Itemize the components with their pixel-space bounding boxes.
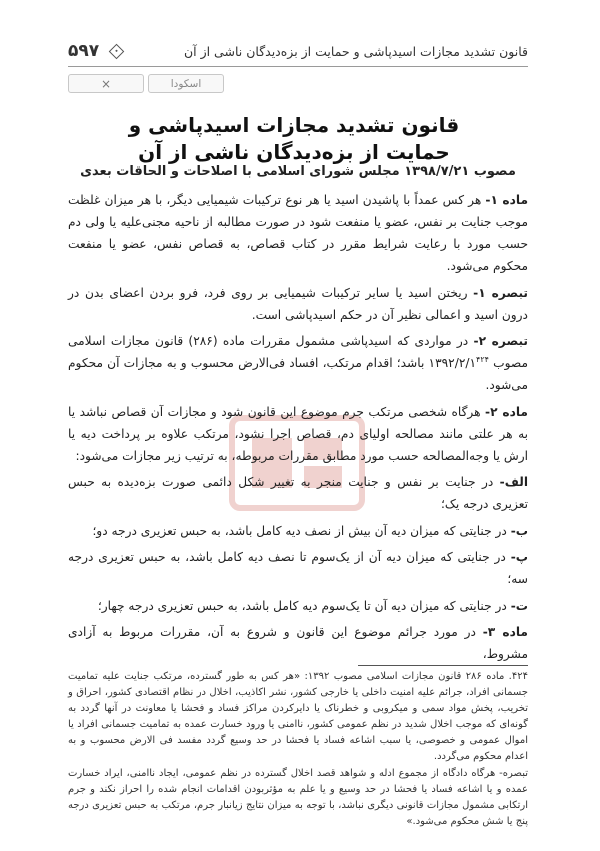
article-3: ماده ۳- در مورد جرائم موضوع این قانون و شروع به آن، مقررات مربوط به آزادی مشروط،: [68, 625, 528, 661]
header-page-info: [68, 41, 122, 61]
article-2: ماده ۲- هرگاه شخصی مرتکب جرم موضوع این قانون شود و مجازات آن قصاص نباشد یا به هر علتی مانند مصالحه اولیای دم، قصاص اجرا نشود، مرتکب علاوه بر پرداخت دیه یا ارش یا وجه‌المصالحه حسب مورد مطابق مقررات مربوطه، به ترتیب زیر مجازات می‌شود:: [68, 404, 528, 463]
diamond-ornament-icon: [109, 43, 125, 59]
toolbar: [68, 74, 224, 93]
footnote-note: تبصره- هرگاه دادگاه از مجموع ادله و شواهد قصد اخلال گسترده در نظم عمومی، ایجاد ناامنی، ایراد خسارت عمده و یا اشاعه فساد یا فحشا در حد وسیع و یا علم به مؤثربودن اقدامات انجام شده را احراز نکند و جرم ارتکابی مشمول مجازات قانونی دیگری نباشد، با توجه به میزان نتایج زیانبار جرم، مرتکب به حبس تعزیری درجه پنج یا شش محکوم می‌شود.»: [68, 767, 528, 827]
footnote: [68, 669, 528, 830]
close-button[interactable]: ×: [68, 74, 144, 93]
page-header: [68, 38, 528, 64]
footnote-reference: ۴۲۴: [476, 354, 489, 364]
document-body: [68, 189, 528, 670]
clause-pe: پ- در جنایتی که میزان دیه آن از یک‌سوم تا نصف دیه کامل باشد، به حبس تعزیری درجه سه؛: [68, 550, 528, 586]
document-title: [60, 112, 528, 166]
note-2: تبصره ۲- در مواردی که اسیدپاشی مشمول مقررات ماده (۲۸۶) قانون مجازات اسلامی مصوب $۱۳۹۲/۲/۱^{۴۲۴}$ باشد؛ اقدام مرتکب، افساد فی‌الارض محسوب و به مجازات آن محکوم می‌شود.: [68, 334, 528, 392]
running-title: قانون تشدید مجازات اسیدپاشی و حمایت از بزه‌دیدگان ناشی از آن: [183, 43, 528, 59]
footnote-divider: [358, 665, 528, 666]
document-subtitle: مصوب ۱۳۹۸/۷/۲۱ مجلس شورای اسلامی با اصلاحات و الحاقات بعدی: [80, 164, 516, 179]
footnote-424: ۴۲۴. ماده ۲۸۶ قانون مجازات اسلامی مصوب ۱۳۹۲: «هر کس به طور گسترده، مرتکب جنایت علیه تمامیت جسمانی افراد، جرائم علیه امنیت داخلی یا خارجی کشور، نشر اکاذیب، اخلال در نظام اقتصادی کشور، احراق و تخریب، پخش مواد سمی و میکروبی و خطرناک یا دایرکردن مراکز فساد و فحشا یا معاونت در آنها گردد به گونه‌ای که موجب اخلال شدید در نظم عمومی کشور، ناامنی یا ورود خسارت عمده به تمامیت جسمانی افراد یا اموال عمومی و خصوصی، یا سبب اشاعه فساد یا فحشا در حد وسیع گردد مفسد فی الارض محسوب و به اعدام محکوم می‌گردد.: [68, 671, 528, 763]
article-1: ماده ۱- هر کس عمداً با پاشیدن اسید یا هر نوع ترکیبات شیمیایی دیگر، با هر میزان غلظت موجب جنایت بر نفس، عضو یا منفعت شود در صورت مطالبه از ناحیه مجنی‌علیه یا ولی دم حسب مورد با رعایت شرایط مقرر در کتاب قصاص، به قصاص نفس، عضو یا منفعت محکوم می‌شود.: [68, 193, 528, 273]
header-divider: [68, 66, 528, 67]
title-line-1: قانون تشدید مجازات اسیدپاشی و: [128, 113, 460, 137]
page-number: ۵۹۷: [68, 41, 100, 61]
clause-be: ب- در جنایتی که میزان دیه آن بیش از نصف دیه کامل باشد، به حبس تعزیری درجه دو؛: [92, 523, 528, 538]
clause-alef: الف- در جنایت بر نفس و جنایت منجر به تغییر شکل دائمی صورت بزه‌دیده به حبس تعزیری درجه یک؛: [68, 475, 528, 511]
skoda-button[interactable]: اسکودا: [148, 74, 224, 93]
note-1: تبصره ۱- ریختن اسید یا سایر ترکیبات شیمیایی بر روی فرد، فرو بردن اعضای بدن در درون اسید و اعمالی نظیر آن در حکم اسیدپاشی است.: [68, 285, 528, 322]
title-line-2: حمایت از بزه‌دیدگان ناشی از آن: [138, 140, 450, 164]
clause-te: ت- در جنایتی که میزان دیه آن تا یک‌سوم دیه کامل باشد، به حبس تعزیری درجه چهار؛: [97, 598, 528, 613]
